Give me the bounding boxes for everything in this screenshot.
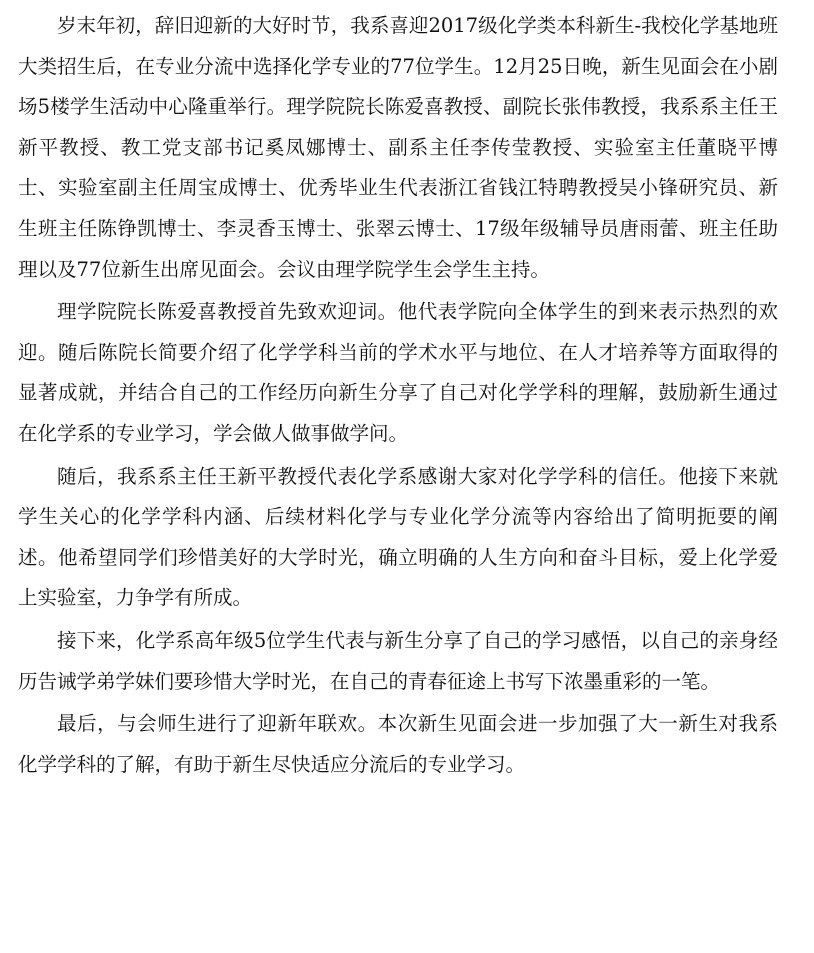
article-body (18, 6, 778, 787)
paragraph-closing: 最后，与会师生进行了迎新年联欢。本次新生见面会进一步加强了大一新生对我系化学学科的了解，有助于新生尽快适应分流后的专业学习。 (18, 712, 778, 776)
paragraph-student-reps: 接下来，化学系高年级5位学生代表与新生分享了自己的学习感悟，以自己的亲身经历告诫学弟学妹们要珍惜大学时光，在自己的青春征途上书写下浓墨重彩的一笔。 (18, 628, 778, 693)
paragraph-dean-welcome: 理学院院长陈爱喜教授首先致欢迎词。他代表学院向全体学生的到来表示热烈的欢迎。随后陈院长简要介绍了化学学科当前的学术水平与地位、在人才培养等方面取得的显著成就，并结合自己的工作经历向新生分享了自己对化学学科的理解，鼓励新生通过在化学系的专业学习，学会做人做事做学问。 (18, 300, 778, 445)
paragraph-department-head: 随后，我系系主任王新平教授代表化学系感谢大家对化学学科的信任。他接下来就学生关心的化学学科内涵、后续材料化学与专业化学分流等内容给出了简明扼要的阐述。他希望同学们珍惜美好的大学时光，确立明确的人生方向和奋斗目标，爱上化学爱上实验室，力争学有所成。 (18, 464, 778, 610)
paragraph-intro: 岁末年初，辞旧迎新的大好时节，我系喜迎2017级化学类本科新生-我校化学基地班大类招生后，在专业分流中选择化学专业的77位学生。12月25日晚，新生见面会在小剧场5楼学生活动中心隆重举行。理学院院长陈爱喜教授、副院长张伟教授，我系系主任王新平教授、教工党支部书记奚凤娜博士、副系主任李传莹教授、实验室主任董晓平博士、实验室副主任周宝成博士、优秀毕业生代表浙江省钱江特聘教授吴小锋研究员、新生班主任陈铮凯博士、李灵香玉博士、张翠云博士、17级年级辅导员唐雨蕾、班主任助理以及77位新生出席见面会。会议由理学院学生会学生主持。 (18, 14, 778, 281)
